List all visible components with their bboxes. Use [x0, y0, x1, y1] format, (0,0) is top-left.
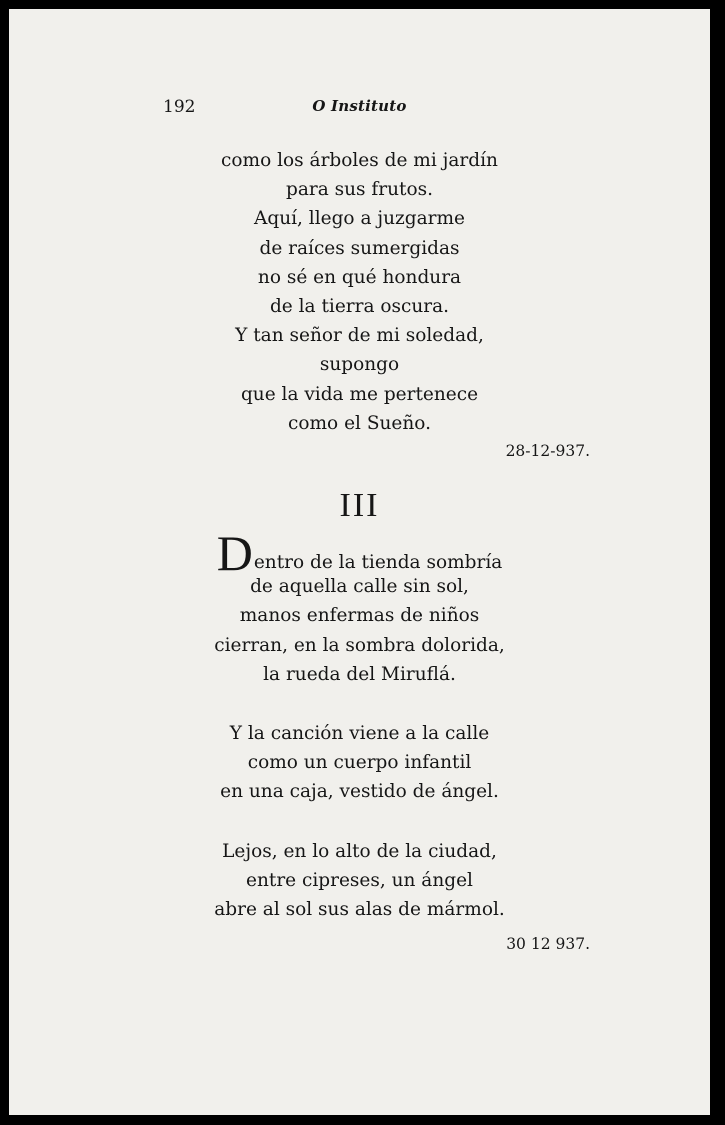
- page-number: 192: [163, 97, 196, 117]
- poem-line: no sé en qué hondura: [257, 266, 462, 288]
- first-line-text: entro de la tienda sombría: [253, 552, 503, 573]
- poem-line: como los árboles de mi jardín: [221, 150, 498, 171]
- poem-line: la rueda del Miruflá.: [263, 663, 456, 685]
- poem-line: que la vida me pertenece: [240, 383, 479, 405]
- poem-line: como un cuerpo infantil: [247, 752, 472, 774]
- poem-line: abre al sol sus alas de mármol.: [214, 899, 505, 921]
- journal-title: O Instituto: [312, 97, 407, 115]
- poem-line: Aquí, llego a juzgarme: [254, 208, 465, 230]
- page: [9, 9, 710, 1115]
- poem-line: en una caja, vestido de ángel.: [220, 781, 499, 803]
- page-header: [9, 97, 710, 121]
- poem-line: de la tierra oscura.: [269, 295, 450, 317]
- drop-cap: D: [216, 525, 253, 581]
- poem-line: de raíces sumergidas: [259, 237, 460, 259]
- poem-ii-date: 28-12-937.: [505, 442, 590, 460]
- poem-line: Y tan señor de mi soledad,: [235, 325, 484, 347]
- poem-line: Lejos, en lo alto de la ciudad,: [222, 841, 497, 862]
- poem-line-first: [9, 525, 710, 581]
- poem-line: cierran, en la sombra dolorida,: [214, 634, 505, 656]
- poem-line: entre cipreses, un ángel: [246, 870, 473, 892]
- poem-iii-date: 30 12 937.: [506, 935, 590, 953]
- section-heading: III: [339, 487, 380, 524]
- poem-line: de aquella calle sin sol,: [250, 576, 469, 598]
- poem-line: para sus frutos.: [286, 179, 433, 201]
- poem-line: Y la canción viene a la calle: [229, 723, 490, 744]
- poem-line: supongo: [319, 354, 400, 376]
- poem-iii-stanza-1: [9, 525, 710, 689]
- poem-iii-stanza-2: [9, 719, 710, 807]
- poem-line: manos enfermas de niños: [239, 605, 480, 627]
- poem-ii-closing-stanza: [9, 146, 710, 438]
- poem-iii-stanza-3: [9, 837, 710, 925]
- poem-line: como el Sueño.: [288, 412, 431, 434]
